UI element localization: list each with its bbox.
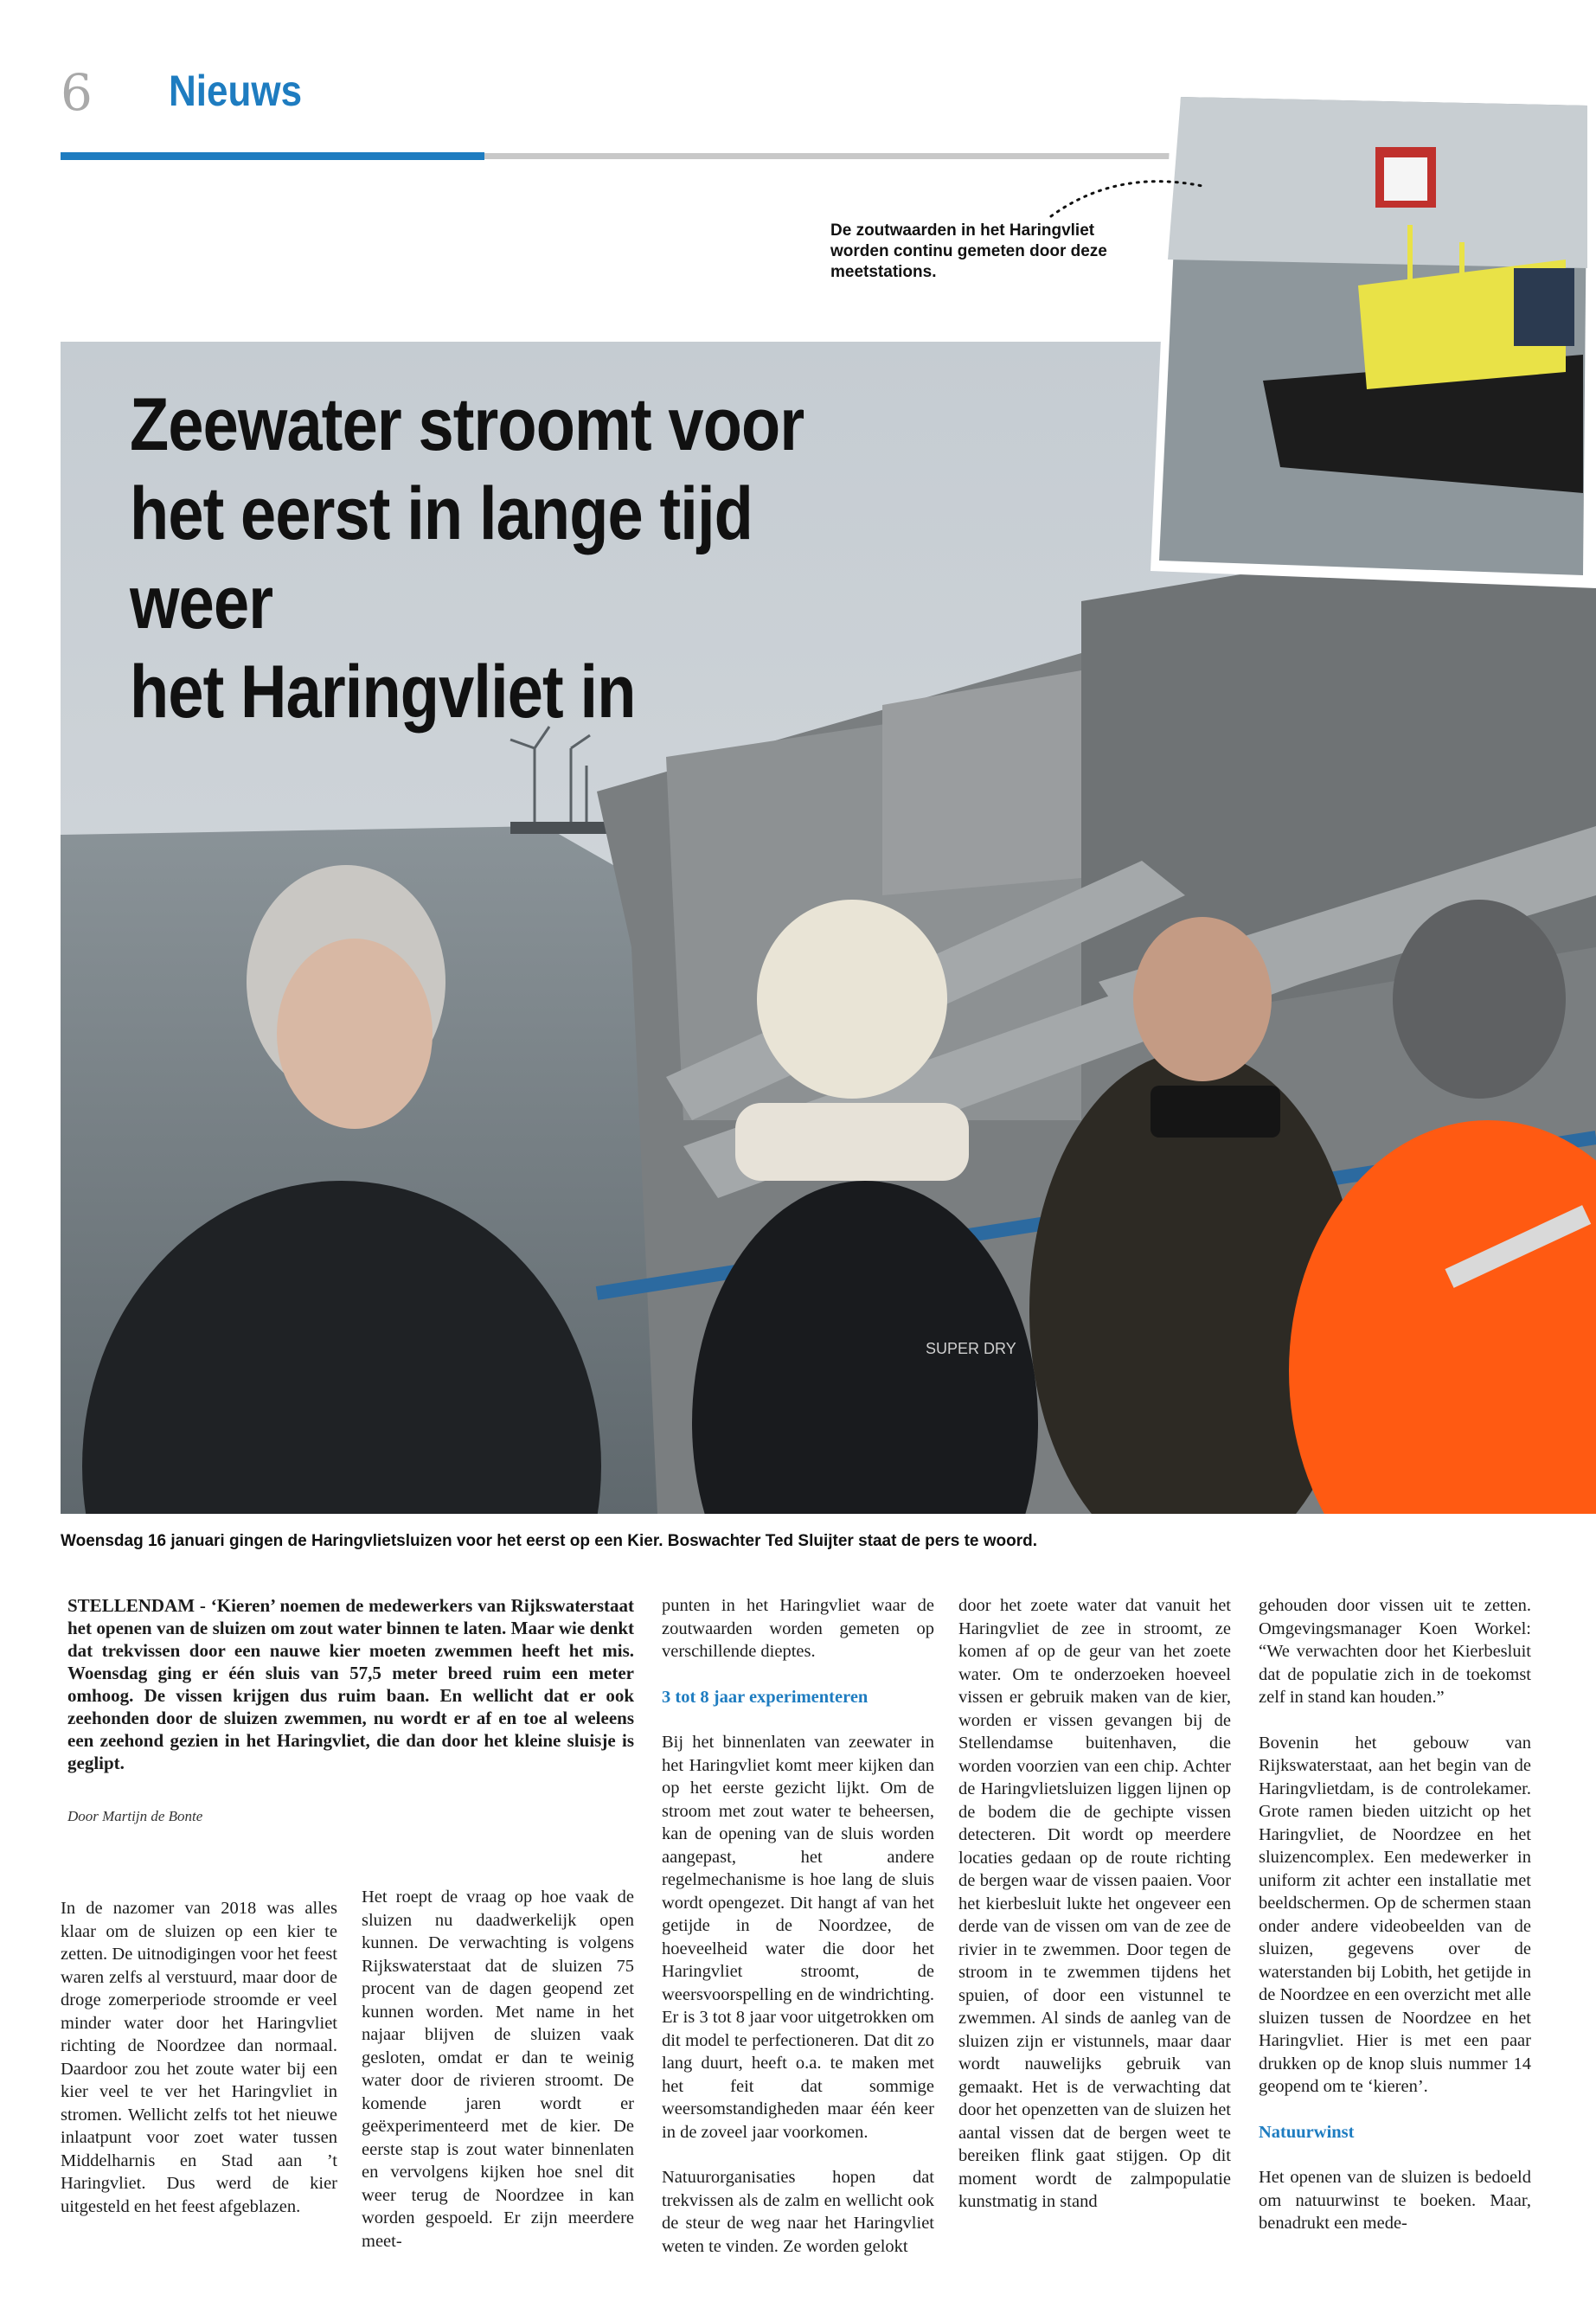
- subheading: 3 tot 8 jaar experimenteren: [662, 1687, 869, 1707]
- paragraph: Het roept de vraag op hoe vaak de sluizen nu daadwerkelijk open kunnen. De verwachting is volgens Rijkswaterstaat dat de sluizen 75 procent van de dagen geopend zet kunnen worden. Met name in het najaar blijven de sluizen vaak gesloten, omdat er dan te weinig water door de rivieren stroomt. De komende jaren wordt er geëxperimenteerd met de kier. De eerste stap is zout water binnenlaten en vervolgens kijken hoe snel dit weer terug de Noordzee in kan worden gespoeld. Er zijn meerdere meet-: [362, 1888, 634, 2251]
- paragraph: Bovenin het gebouw van Rijkswaterstaat, aan het begin van de Haringvlietdam, is de controlekamer. Grote ramen bieden uitzicht op het Haringvliet, de Noordzee en het sluizencomplex. Een medewerker in uniform zit achter een installatie met beeldschermen. Op de schermen staan onder andere videobeelden van de sluizen, gegevens over de waterstanden bij Lobith, het getijde in de Noordzee en een overzicht met alle sluizen tussen de Noordzee en het Haringvliet. Hier is met een paar drukken op de knop sluis nummer 14 geopend om te ‘kieren’.: [1259, 1733, 1531, 2096]
- headline-line-3: het Haringvliet in: [130, 651, 636, 734]
- paragraph: Bij het binnenlaten van zeewater in het Haringvliet komt meer kijken dan op het eerste gezicht lijkt. Om de stroom met zout water te beheersen, kan de opening van de sluis worden aangepast, het andere regelmechanisme is hoe lang de sluis wordt opengezet. Dit hangt af van het getijde in de Noordzee, de hoeveelheid water die door het Haringvliet stroomt, de weersvoorspelling en de windrichting. Er is 3 tot 8 jaar voor uitgetrokken om dit model te perfectioneren. Dat dit zo lang duurt, heeft o.a. te maken met het feit dat sommige weersomstandigheden maar één keer in de zoveel jaar voorkomen.: [662, 1733, 934, 2142]
- page-number: 6: [61, 63, 93, 122]
- inset-photo: [1151, 87, 1596, 588]
- article-column-5: [1259, 1594, 1531, 2258]
- photo-caption: Woensdag 16 januari gingen de Haringvlietsluizen voor het eerst op een Kier. Boswachter Ted Sluijter staat de pers te woord.: [61, 1532, 1038, 1550]
- paragraph: door het zoete water dat vanuit het Haringvliet de zee in stroomt, ze komen af op de geur van het zoete water. Om te onderzoeken hoeveel vissen er gebruik maken van de kier, worden er vissen gevangen bij de Stellendamse buitenhaven, die worden voorzien van een chip. Achter de Haringvlietsluizen liggen lijnen op de bodem die de gechipte vissen detecteren. Dit wordt op meerdere locaties gedaan op de route richting de bergen waar de vissen paaien. Voor het kierbesluit lukte het ongeveer een derde van de vissen om van de zee de rivier in te zwemmen. Door tegen de stroom in te zwemmen tijdens het spuien, of door een vistunnel te zwemmen. Al sinds de aanleg van de sluizen zijn er vistunnels, maar daar wordt nauwelijks gebruik van gemaakt. Het is de verwachting dat door het openzetten van de sluizen het aantal vissen dat de bergen weet te bereiken flink gaat stijgen. Op dit moment wordt de zalmpopulatie kunstmatig in stand: [958, 1596, 1231, 2211]
- byline: Door Martijn de Bonte: [67, 1808, 203, 1824]
- paragraph: Het openen van de sluizen is bedoeld om natuurwinst te boeken. Maar, benadrukt een mede-: [1259, 2168, 1531, 2233]
- article-column-2: [362, 1886, 634, 2275]
- jacket-logo: SUPER DRY: [926, 1340, 1016, 1357]
- headline-line-1: Zeewater stroomt voor: [130, 383, 804, 466]
- headline: [130, 381, 874, 737]
- inset-caption: De zoutwaarden in het Haringvliet worden continu gemeten door deze meetstations.: [830, 221, 1107, 281]
- paragraph: gehouden door vissen uit te zetten. Omgevingsmanager Koen Workel: “We verwachten door het Kierbesluit dat de populatie zich in de toekomst zelf in stand kan houden.”: [1259, 1596, 1531, 1707]
- paragraph: Natuurorganisaties hopen dat trekvissen als de zalm en wellicht ook de steur de weg naar het Haringvliet weten te vinden. Ze worden gelokt: [662, 2168, 934, 2256]
- paragraph: punten in het Haringvliet waar de zoutwaarden worden gemeten op verschillende dieptes.: [662, 1596, 934, 1661]
- article-column-3: [662, 1594, 934, 2280]
- article-column-4: [958, 1594, 1231, 2236]
- headline-line-2: het eerst in lange tijd weer: [130, 472, 753, 644]
- article-lede: STELLENDAM - ‘Kieren’ noemen de medewerkers van Rijkswaterstaat het openen van de sluizen om zout water binnen te laten. Maar wie denkt dat trekvissen door een nauwe kier moeten zwemmen heeft het mis. Woensdag ging er één sluis van 57,5 meter breed ruim een meter omhoog. De vissen krijgen dus ruim baan. En wellicht dat er ook zeehonden door de sluizen zwemmen, nu wordt er af en toe al weleens een zeehond gezien in het Haringvliet, die dan door het kleine sluisje is geglipt.: [67, 1595, 634, 1773]
- header-rule: [484, 153, 1176, 159]
- header-rule-accent: [61, 152, 484, 160]
- paragraph: In de nazomer van 2018 was alles klaar om de sluizen op een kier te zetten. De uitnodigingen voor het feest waren zelfs al verstuurd, maar door de droge zomerperiode stroomde er veel minder water door het Haringvliet richting de Noordzee dan normaal. Daardoor zou het zoute water bij een kier veel te ver het Haringvliet in stromen. Wellicht zelfs tot het nieuwe inlaatpunt voor zoet water tussen Middelharnis en Stad aan ’t Haringvliet. Dus werd de kier uitgesteld en het feest afgeblazen.: [61, 1899, 337, 2216]
- section-title: Nieuws: [169, 67, 303, 115]
- subheading: Natuurwinst: [1259, 2122, 1355, 2142]
- article-column-1: [61, 1897, 337, 2240]
